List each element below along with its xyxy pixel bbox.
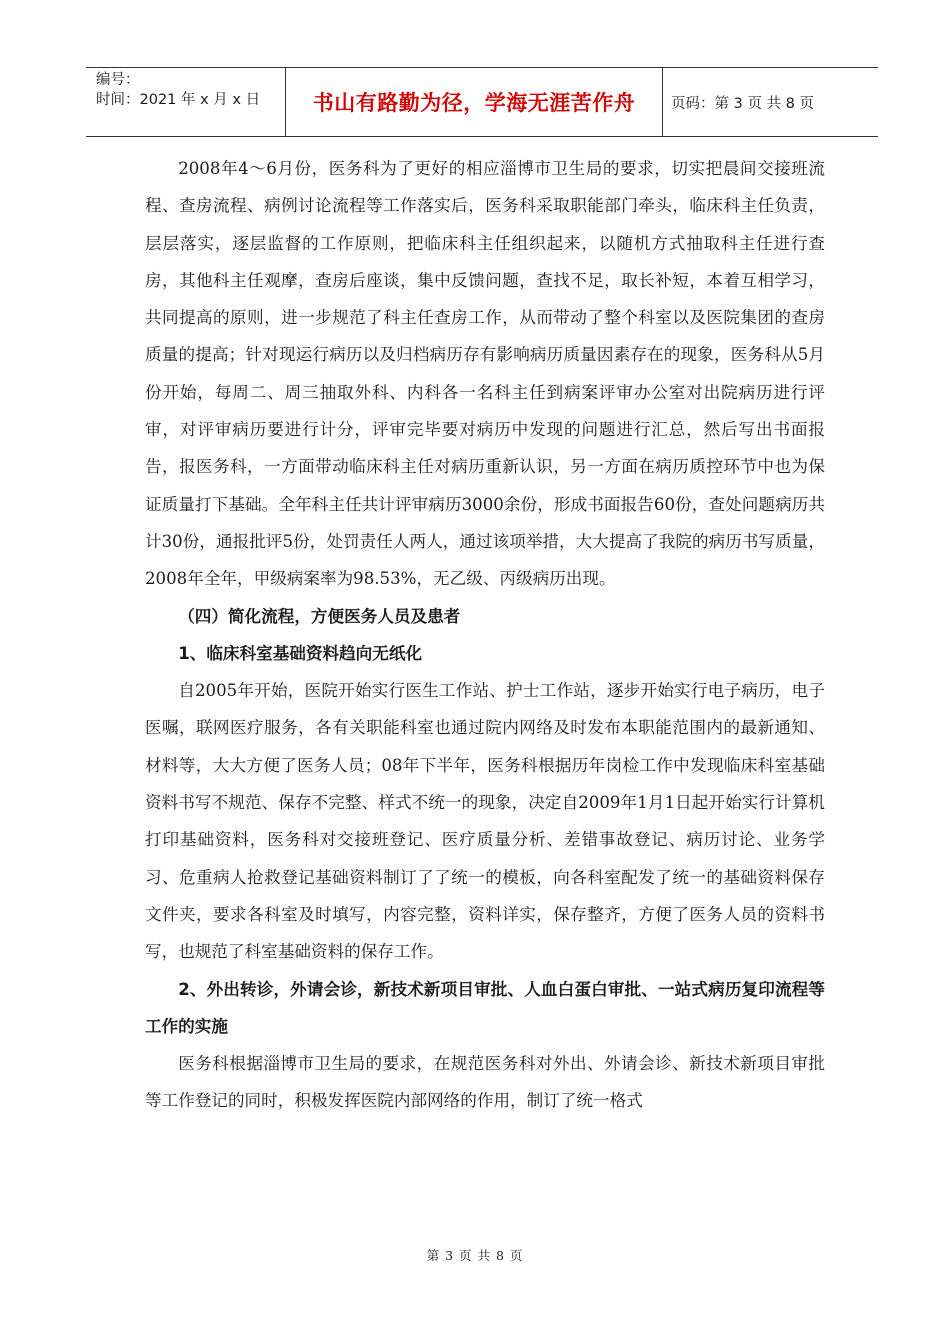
document-body bbox=[145, 150, 825, 1120]
header-motto: 书山有路勤为径，学海无涯苦作舟 bbox=[286, 68, 663, 136]
serial-label: 编号： bbox=[96, 72, 140, 88]
subsection-heading: 2、外出转诊，外请会诊，新技术新项目审批、人血白蛋白审批、一站式病历复印流程等工作的实施 bbox=[145, 979, 825, 1036]
body-paragraph: 自2005年开始，医院开始实行医生工作站、护士工作站，逐步开始实行电子病历，电子医嘱，联网医疗服务，各有关职能科室也通过院内网络及时发布本职能范围内的最新通知、材料等，大大方便了医务人员；08年下半年，医务科根据历年岗检工作中发现临床科室基础资料书写不规范、保存不完整、样式不统一的现象，决定自2009年1月1日起开始实行计算机打印基础资料，医务科对交接班登记、医疗质量分析、差错事故登记、病历讨论、业务学习、危重病人抢救登记基础资料制订了了统一的模板，向各科室配发了统一的基础资料保存文件夹，要求各科室及时填写，内容完整，资料详实，保存整齐，方便了医务人员的资料书写，也规范了科室基础资料的保存工作。 bbox=[145, 681, 825, 962]
header-meta bbox=[86, 68, 286, 136]
page-footer: 第 3 页 共 8 页 bbox=[426, 1248, 524, 1263]
header-page-label: 页码：第 3 页 共 8 页 bbox=[671, 95, 814, 112]
page-header bbox=[86, 67, 878, 137]
section-heading: （四）简化流程，方便医务人员及患者 bbox=[178, 606, 461, 626]
body-paragraph: 医务科根据淄博市卫生局的要求，在规范医务科对外出、外请会诊、新技术新项目审批等工作登记的同时，积极发挥医院内部网络的作用，制订了统一格式 bbox=[145, 1054, 825, 1111]
body-paragraph: 2008年4～6月份，医务科为了更好的相应淄博市卫生局的要求，切实把晨间交接班流程、查房流程、病例讨论流程等工作落实后，医务科采取职能部门牵头，临床科主任负责，层层落实，逐层监督的工作原则，把临床科主任组织起来，以随机方式抽取科主任进行查房，其他科主任观摩，查房后座谈，集中反馈问题，查找不足，取长补短，本着互相学习，共同提高的原则，进一步规范了科主任查房工作，从而带动了整个科室以及医院集团的查房质量的提高；针对现运行病历以及归档病历存有影响病历质量因素存在的现象，医务科从5月份开始，每周二、周三抽取外科、内科各一名科主任到病案评审办公室对出院病历进行评审，对评审病历要进行计分，评审完毕要对病历中发现的问题进行汇总，然后写出书面报告，报医务科，一方面带动临床科主任对病历重新认识，另一方面在病历质控环节中也为保证质量打下基础。全年科主任共计评审病历3000余份，形成书面报告60份，查处问题病历共计30份，通报批评5份，处罚责任人两人，通过该项举措，大大提高了我院的病历书写质量，2008年全年，甲级病案率为98.53%，无乙级、丙级病历出现。 bbox=[145, 159, 825, 589]
time-label: 时间：2021 年 x 月 x 日 bbox=[96, 92, 261, 108]
subsection-heading: 1、临床科室基础资料趋向无纸化 bbox=[178, 643, 423, 663]
